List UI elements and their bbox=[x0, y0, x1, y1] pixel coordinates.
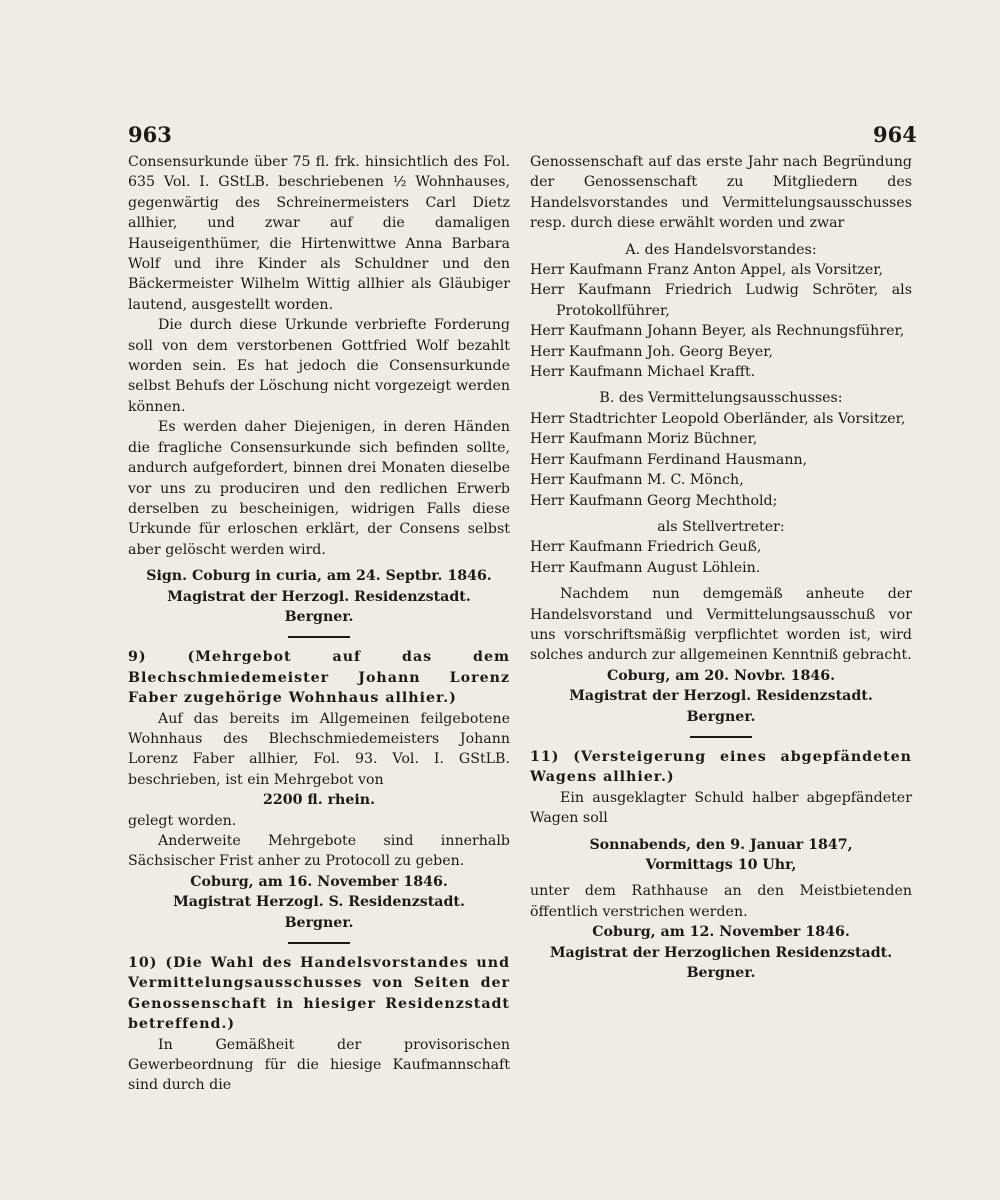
section-a-heading: A. des Handelsvorstandes: bbox=[625, 241, 817, 258]
item-9-heading: 9) (Mehrgebot auf das dem Blechschmiedemeister Johann Lorenz Faber zugehörige Wohnhaus allhier.) bbox=[128, 649, 510, 707]
section-divider bbox=[288, 942, 350, 944]
list-item: Herr Kaufmann Friedrich Geuß, bbox=[530, 539, 762, 556]
section-b-list bbox=[530, 409, 912, 511]
item-11-date: Coburg, am 12. November 1846. bbox=[592, 924, 850, 941]
signer-name: Bergner. bbox=[284, 608, 354, 625]
signature-date: Sign. Coburg in curia, am 24. Septbr. 1846. bbox=[146, 568, 492, 585]
item-11-authority: Magistrat der Herzoglichen Residenzstadt. bbox=[549, 944, 893, 961]
section-b-heading: B. des Vermittelungsausschusses: bbox=[599, 390, 843, 407]
consent-paragraph-1: Consensurkunde über 75 fl. frk. hinsichtlich des Fol. 635 Vol. I. GStLB. beschriebenen ½ Wohnhauses, gegenwärtig des Schreinermeisters Carl Dietz allhier, und zwar auf die damaligen Hauseigenthümer, die Hirtenwittwe Anna Barbara Wolf und ihre Kinder als Schuldner und den Bäckermeister Wilhelm Wittig allhier als Gläubiger lautend, ausgestellt worden. bbox=[128, 154, 510, 313]
section-a-list bbox=[530, 260, 912, 382]
section-divider bbox=[288, 636, 350, 638]
item-9-amount: 2200 fl. rhein. bbox=[262, 792, 376, 809]
election-paragraph: Genossenschaft auf das erste Jahr nach Begründung der Genossenschaft zu Mitgliedern des Handelsvorstandes und Vermittelungsausschusses resp. durch diese erwählt worden und zwar bbox=[530, 154, 912, 232]
item-9-signer: Bergner. bbox=[284, 914, 354, 931]
announcement-signer: Bergner. bbox=[686, 708, 756, 725]
list-item: Herr Kaufmann M. C. Mönch, bbox=[530, 472, 744, 489]
list-item: Herr Kaufmann Moriz Büchner, bbox=[530, 431, 758, 448]
list-item: Herr Kaufmann Franz Anton Appel, als Vorsitzer, bbox=[530, 262, 884, 279]
item-10-heading: 10) (Die Wahl des Handelsvorstandes und Vermittelungsausschusses von Seiten der Genossenschaft in hiesiger Residenzstadt betreffend.) bbox=[128, 955, 510, 1033]
deputies-list bbox=[530, 537, 912, 578]
consent-paragraph-2: Die durch diese Urkunde verbriefte Forderung soll von dem verstorbenen Gottfried Wolf bezahlt worden sein. Es hat jedoch die Consensurkunde selbst Behufs der Löschung nicht vorgezeigt werden können. bbox=[128, 317, 510, 415]
announcement-authority: Magistrat der Herzogl. Residenzstadt. bbox=[569, 688, 873, 705]
consent-paragraph-3: Es werden daher Diejenigen, in deren Händen die fragliche Consensurkunde sich befinden sollte, andurch aufgefordert, binnen drei Monaten dieselbe vor uns zu produciren und den redlichen Erwerb derselben zu bescheinigen, widrigen Falls diese Urkunde für erloschen erklärt, der Consens selbst aber gelöscht werden wird. bbox=[128, 419, 510, 558]
item-9-date: Coburg, am 16. November 1846. bbox=[190, 873, 448, 890]
right-column bbox=[530, 152, 912, 983]
section-divider bbox=[690, 736, 752, 738]
item-9-paragraph-3: Anderweite Mehrgebote sind innerhalb Sächsischer Frist anher zu Protocoll zu geben. bbox=[128, 833, 510, 870]
item-9-paragraph: Auf das bereits im Allgemeinen feilgebotene Wohnhaus des Blechschmiedemeisters Johann Lorenz Faber allhier, Fol. 93. Vol. I. GStLB. beschrieben, ist ein Mehrgebot von bbox=[128, 710, 510, 788]
item-11-paragraph: Ein ausgeklagter Schuld halber abgepfändeter Wagen soll bbox=[530, 789, 912, 827]
list-item: Herr Stadtrichter Leopold Oberländer, als Vorsitzer, bbox=[530, 410, 906, 427]
item-11-paragraph-2: unter dem Rathhause an den Meistbietenden öffentlich verstrichen werden. bbox=[530, 883, 912, 920]
list-item: Herr Kaufmann Ferdinand Hausmann, bbox=[530, 451, 808, 468]
list-item: Herr Kaufmann Friedrich Ludwig Schröter, als Protokollführer, bbox=[530, 282, 912, 319]
announcement-paragraph: Nachdem nun demgemäß anheute der Handelsvorstand und Vermittelungsausschuß vor uns vorschriftsmäßig verpflichtet worden ist, wird solches andurch zur allgemeinen Kenntniß gebracht. bbox=[530, 586, 912, 664]
left-column bbox=[128, 152, 510, 1096]
list-item: Herr Kaufmann Johann Beyer, als Rechnungsführer, bbox=[530, 323, 905, 340]
item-11-heading: 11) (Versteigerung eines abgepfändeten Wagens allhier.) bbox=[530, 748, 912, 786]
authority-line: Magistrat der Herzogl. Residenzstadt. bbox=[167, 588, 471, 605]
item-10-paragraph: In Gemäßheit der provisorischen Gewerbeordnung für die hiesige Kaufmannschaft sind durch die bbox=[128, 1036, 510, 1094]
page-number-left: 963 bbox=[128, 122, 172, 147]
page-number-right: 964 bbox=[873, 122, 917, 147]
announcement-date: Coburg, am 20. Novbr. 1846. bbox=[606, 667, 836, 684]
item-11-signer: Bergner. bbox=[686, 965, 756, 982]
auction-date: Sonnabends, den 9. Januar 1847, bbox=[589, 836, 853, 853]
auction-time: Vormittags 10 Uhr, bbox=[645, 857, 797, 873]
list-item: Herr Kaufmann Georg Mechthold; bbox=[530, 492, 778, 509]
list-item: Herr Kaufmann Michael Krafft. bbox=[530, 364, 756, 381]
list-item: Herr Kaufmann August Löhlein. bbox=[530, 559, 761, 576]
list-item: Herr Kaufmann Joh. Georg Beyer, bbox=[530, 343, 773, 360]
item-9-authority: Magistrat Herzogl. S. Residenzstadt. bbox=[173, 894, 465, 911]
item-9-paragraph-2: gelegt worden. bbox=[128, 812, 237, 829]
deputies-heading: als Stellvertreter: bbox=[657, 518, 785, 535]
